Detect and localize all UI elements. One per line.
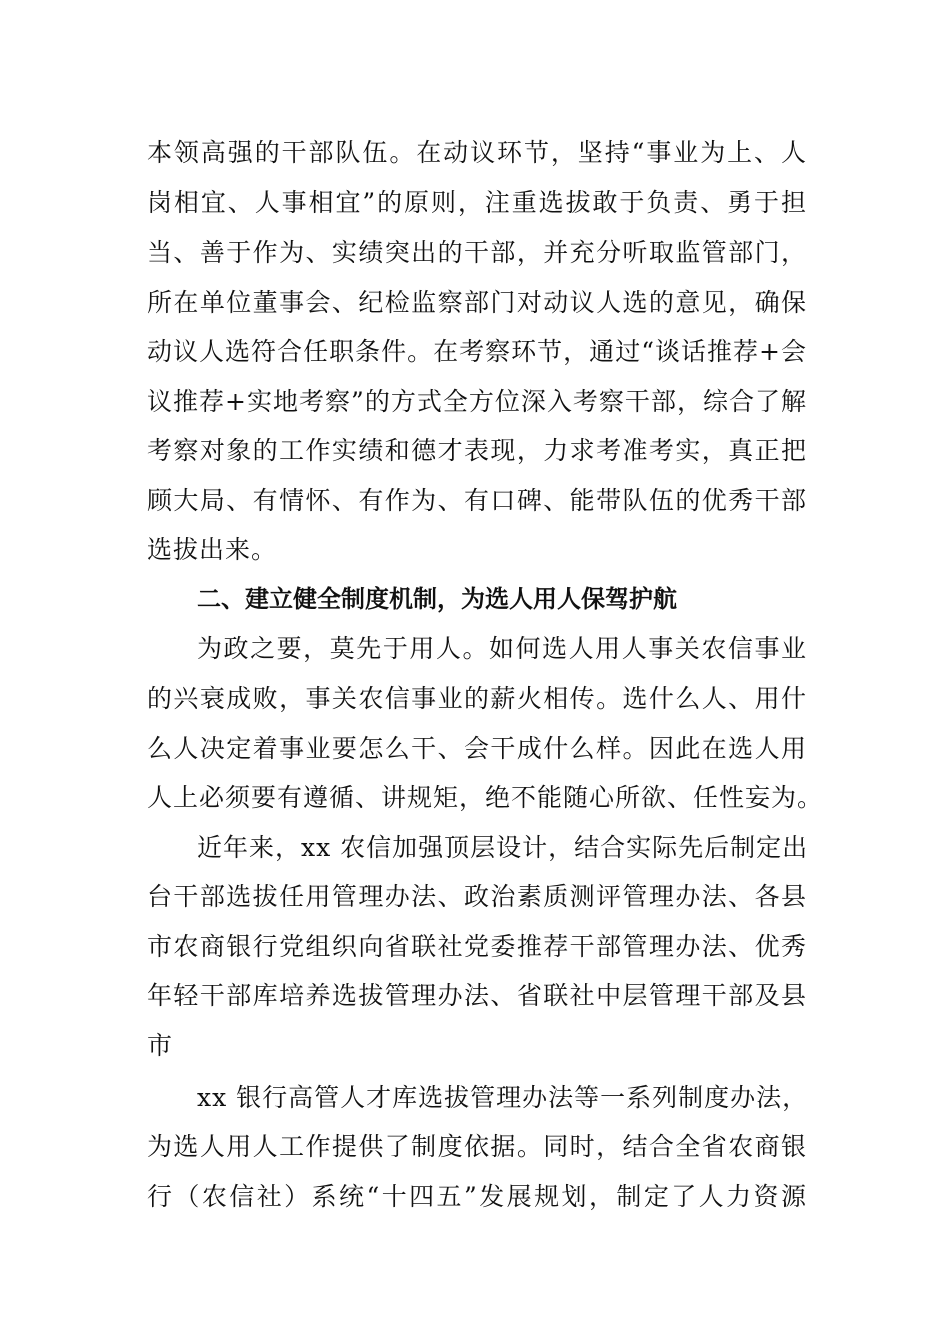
paragraph-1-line-1: 本领高强的干部队伍。在动议环节，坚持“事业为上、人 bbox=[147, 138, 807, 167]
paragraph-3-line-2: 台干部选拔任用管理办法、政治素质测评管理办法、各县 bbox=[147, 882, 807, 911]
paragraph-1-line-5: 动议人选符合任职条件。在考察环节，通过“谈话推荐+会 bbox=[147, 337, 807, 366]
paragraph-1-line-9: 选拔出来。 bbox=[147, 535, 278, 564]
paragraph-4-line-1: xx 银行高管人才库选拔管理办法等一系列制度办法， bbox=[197, 1083, 809, 1112]
paragraph-4-line-3: 行（农信社）系统“十四五”发展规划，制定了人力资源 bbox=[147, 1182, 807, 1211]
paragraph-2-line-3: 么人决定着事业要怎么干、会干成什么样。因此在选人用 bbox=[147, 734, 807, 763]
paragraph-3-line-4: 年轻干部库培养选拔管理办法、省联社中层管理干部及县 bbox=[147, 981, 807, 1010]
paragraph-2-line-4: 人上必须要有遵循、讲规矩，绝不能随心所欲、任性妄为。 bbox=[147, 783, 824, 812]
paragraph-4-line-2: 为选人用人工作提供了制度依据。同时，结合全省农商银 bbox=[147, 1132, 807, 1161]
paragraph-3-line-3: 市农商银行党组织向省联社党委推荐干部管理办法、优秀 bbox=[147, 932, 807, 961]
paragraph-2-line-1: 为政之要，莫先于用人。如何选人用人事关农信事业 bbox=[197, 634, 807, 663]
paragraph-2-line-2: 的兴衰成败，事关农信事业的薪火相传。选什么人、用什 bbox=[147, 684, 807, 713]
paragraph-3-line-1: 近年来，xx 农信加强顶层设计，结合实际先后制定出 bbox=[197, 833, 809, 862]
paragraph-1-line-4: 所在单位董事会、纪检监察部门对动议人选的意见，确保 bbox=[147, 288, 807, 317]
paragraph-1-line-3: 当、善于作为、实绩突出的干部，并充分听取监管部门， bbox=[147, 238, 807, 267]
paragraph-1-line-8: 顾大局、有情怀、有作为、有口碑、能带队伍的优秀干部 bbox=[147, 486, 807, 515]
paragraph-3-line-5: 市 bbox=[147, 1031, 174, 1060]
paragraph-1-line-2: 岗相宜、人事相宜”的原则，注重选拔敢于负责、勇于担 bbox=[147, 188, 807, 217]
paragraph-1-line-7: 考察对象的工作实绩和德才表现，力求考准考实，真正把 bbox=[147, 436, 807, 465]
paragraph-1-line-6: 议推荐+实地考察”的方式全方位深入考察干部，综合了解 bbox=[147, 387, 807, 416]
section-heading: 二、建立健全制度机制，为选人用人保驾护航 bbox=[197, 585, 677, 613]
